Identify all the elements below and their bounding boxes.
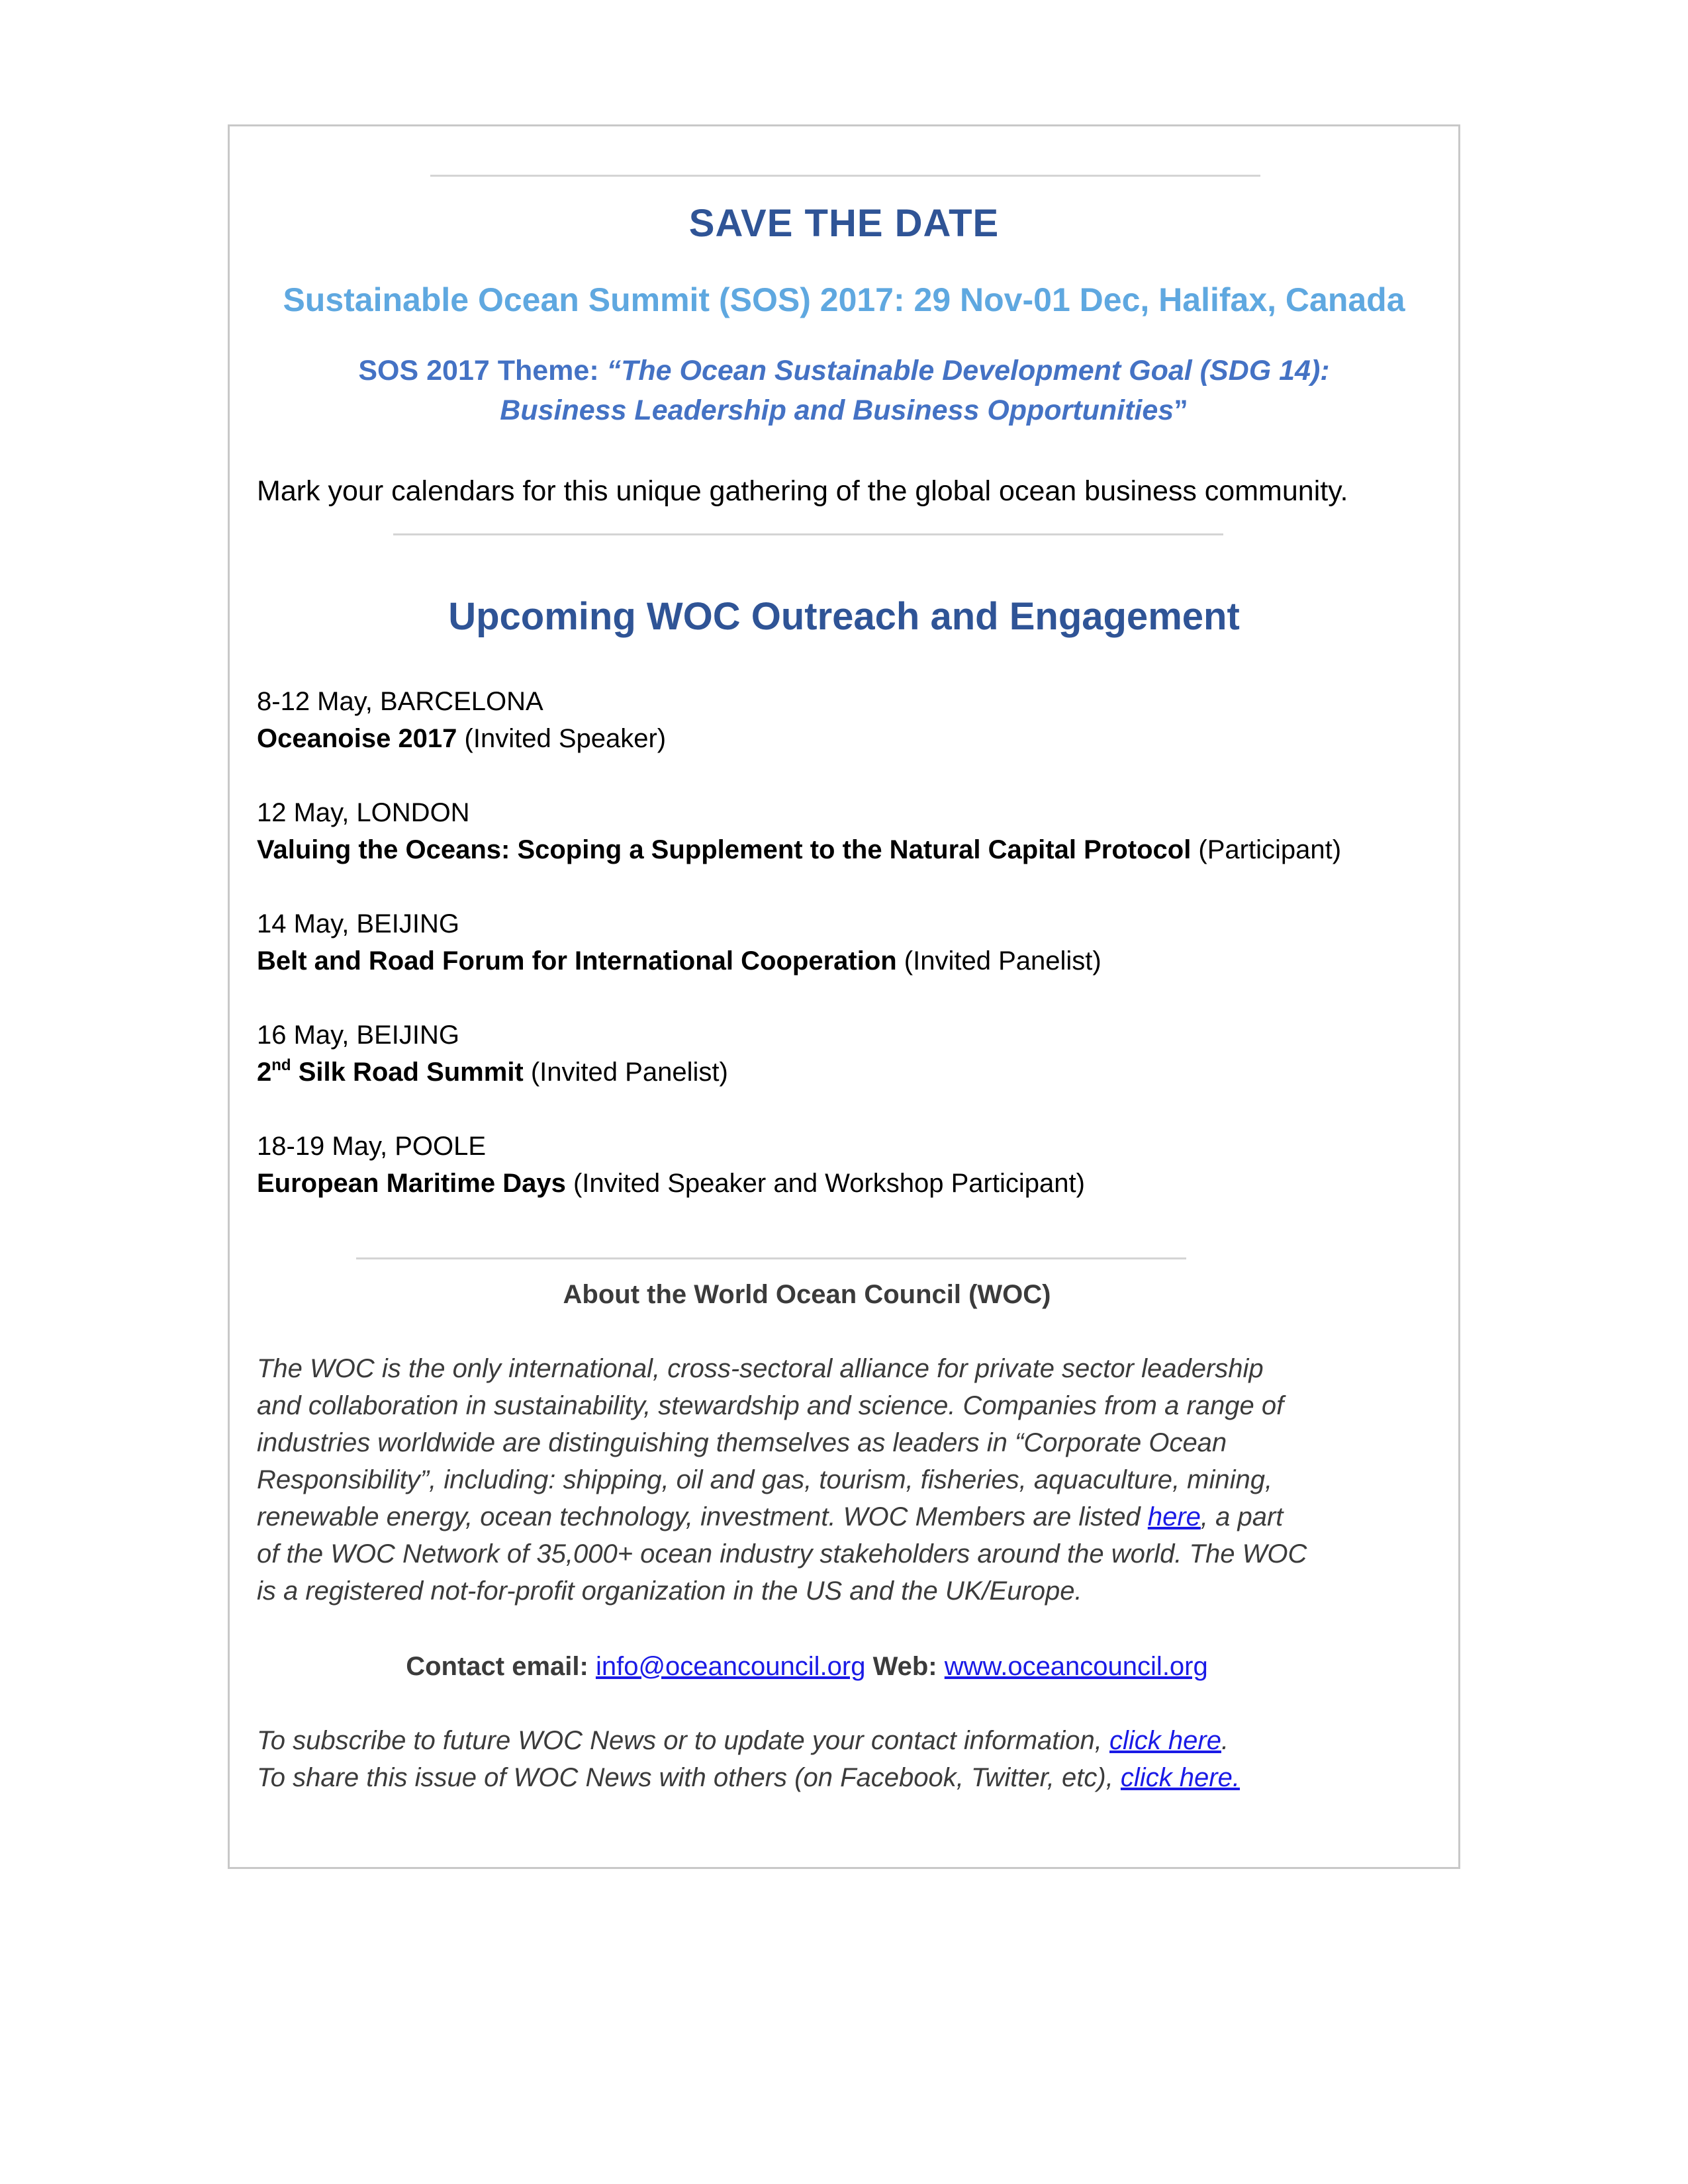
members-here-link[interactable]: here [1147, 1502, 1201, 1531]
subscribe-line [257, 1726, 1229, 1756]
event-role: (Invited Panelist) [523, 1058, 728, 1087]
about-text-line: Responsibility”, including: shipping, oil and gas, tourism, fisheries, aquaculture, mining, [257, 1465, 1273, 1494]
event-name-ordinal: 2 [257, 1058, 272, 1087]
event-role: (Invited Panelist) [896, 946, 1102, 976]
web-label: Web: [865, 1652, 945, 1681]
about-text-line: The WOC is the only international, cross-sectoral alliance for private sector leadership [257, 1354, 1264, 1383]
event-date: 8-12 May, BARCELONA [257, 687, 543, 716]
subscribe-text: To subscribe to future WOC News or to update your contact information, [257, 1726, 1110, 1755]
about-line-5-text: renewable energy, ocean technology, investment. WOC Members are listed [257, 1502, 1148, 1531]
divider-about [356, 1257, 1186, 1259]
event-name: Oceanoise 2017 [257, 724, 457, 753]
theme-close-quote: ” [1174, 394, 1188, 426]
divider-middle [393, 533, 1223, 535]
share-line [257, 1763, 1240, 1793]
about-text-line: and collaboration in sustainability, stewardship and science. Companies from a range of [257, 1391, 1284, 1420]
event-name-superscript: nd [271, 1056, 291, 1074]
website-link[interactable]: www.oceancouncil.org [944, 1652, 1208, 1681]
share-click-here-link[interactable]: click here. [1120, 1763, 1240, 1792]
mark-calendars-text: Mark your calendars for this unique gathering of the global ocean business community. [257, 475, 1348, 507]
about-line-5-tail: , a part [1200, 1502, 1284, 1531]
summit-title: Sustainable Ocean Summit (SOS) 2017: 29 Nov-01 Dec, Halifax, Canada [283, 281, 1405, 318]
contact-email-link[interactable]: info@oceancouncil.org [595, 1652, 866, 1681]
event-title-line [257, 835, 1341, 865]
event-title-line [257, 946, 1102, 976]
event-role: (Invited Speaker and Workshop Participant) [565, 1169, 1085, 1198]
event-role: (Participant) [1191, 835, 1342, 864]
event-name: Belt and Road Forum for International Cooperation [257, 946, 897, 976]
save-the-date-heading: SAVE THE DATE [688, 202, 1000, 245]
subscribe-end: . [1221, 1726, 1229, 1755]
theme-text-1: “The Ocean Sustainable Development Goal (SDG 14): [606, 355, 1330, 387]
summit-theme-line-1 [228, 355, 1460, 387]
event-date: 14 May, BEIJING [257, 909, 460, 938]
about-text-line [257, 1502, 1283, 1532]
event-name: Valuing the Oceans: Scoping a Supplement to the Natural Capital Protocol [257, 835, 1192, 864]
theme-label: SOS 2017 Theme: [358, 355, 607, 387]
event-date: 12 May, LONDON [257, 798, 470, 827]
event-title-line [257, 724, 666, 754]
summit-theme-line-2 [228, 394, 1460, 427]
event-date: 18-19 May, POOLE [257, 1132, 487, 1161]
divider-top [430, 175, 1260, 177]
about-text-line: is a registered not-for-profit organization in the US and the UK/Europe. [257, 1576, 1082, 1606]
event-title-line [257, 1169, 1085, 1199]
subscribe-click-here-link[interactable]: click here [1109, 1726, 1221, 1755]
about-text-line: industries worldwide are distinguishing themselves as leaders in “Corporate Ocean [257, 1428, 1227, 1457]
share-text: To share this issue of WOC News with others (on Facebook, Twitter, etc), [257, 1763, 1121, 1792]
event-role: (Invited Speaker) [457, 724, 667, 753]
outreach-heading: Upcoming WOC Outreach and Engagement [448, 595, 1240, 638]
theme-text-2: Business Leadership and Business Opportunities [500, 394, 1174, 426]
event-date: 16 May, BEIJING [257, 1021, 460, 1050]
event-name: European Maritime Days [257, 1169, 566, 1198]
event-name: Silk Road Summit [291, 1058, 524, 1087]
contact-email-label: Contact email: [406, 1652, 596, 1681]
about-text-line: of the WOC Network of 35,000+ ocean industry stakeholders around the world. The WOC [257, 1539, 1307, 1569]
contact-line [228, 1652, 1386, 1682]
event-title-line [257, 1058, 728, 1087]
about-heading: About the World Ocean Council (WOC) [563, 1280, 1051, 1309]
